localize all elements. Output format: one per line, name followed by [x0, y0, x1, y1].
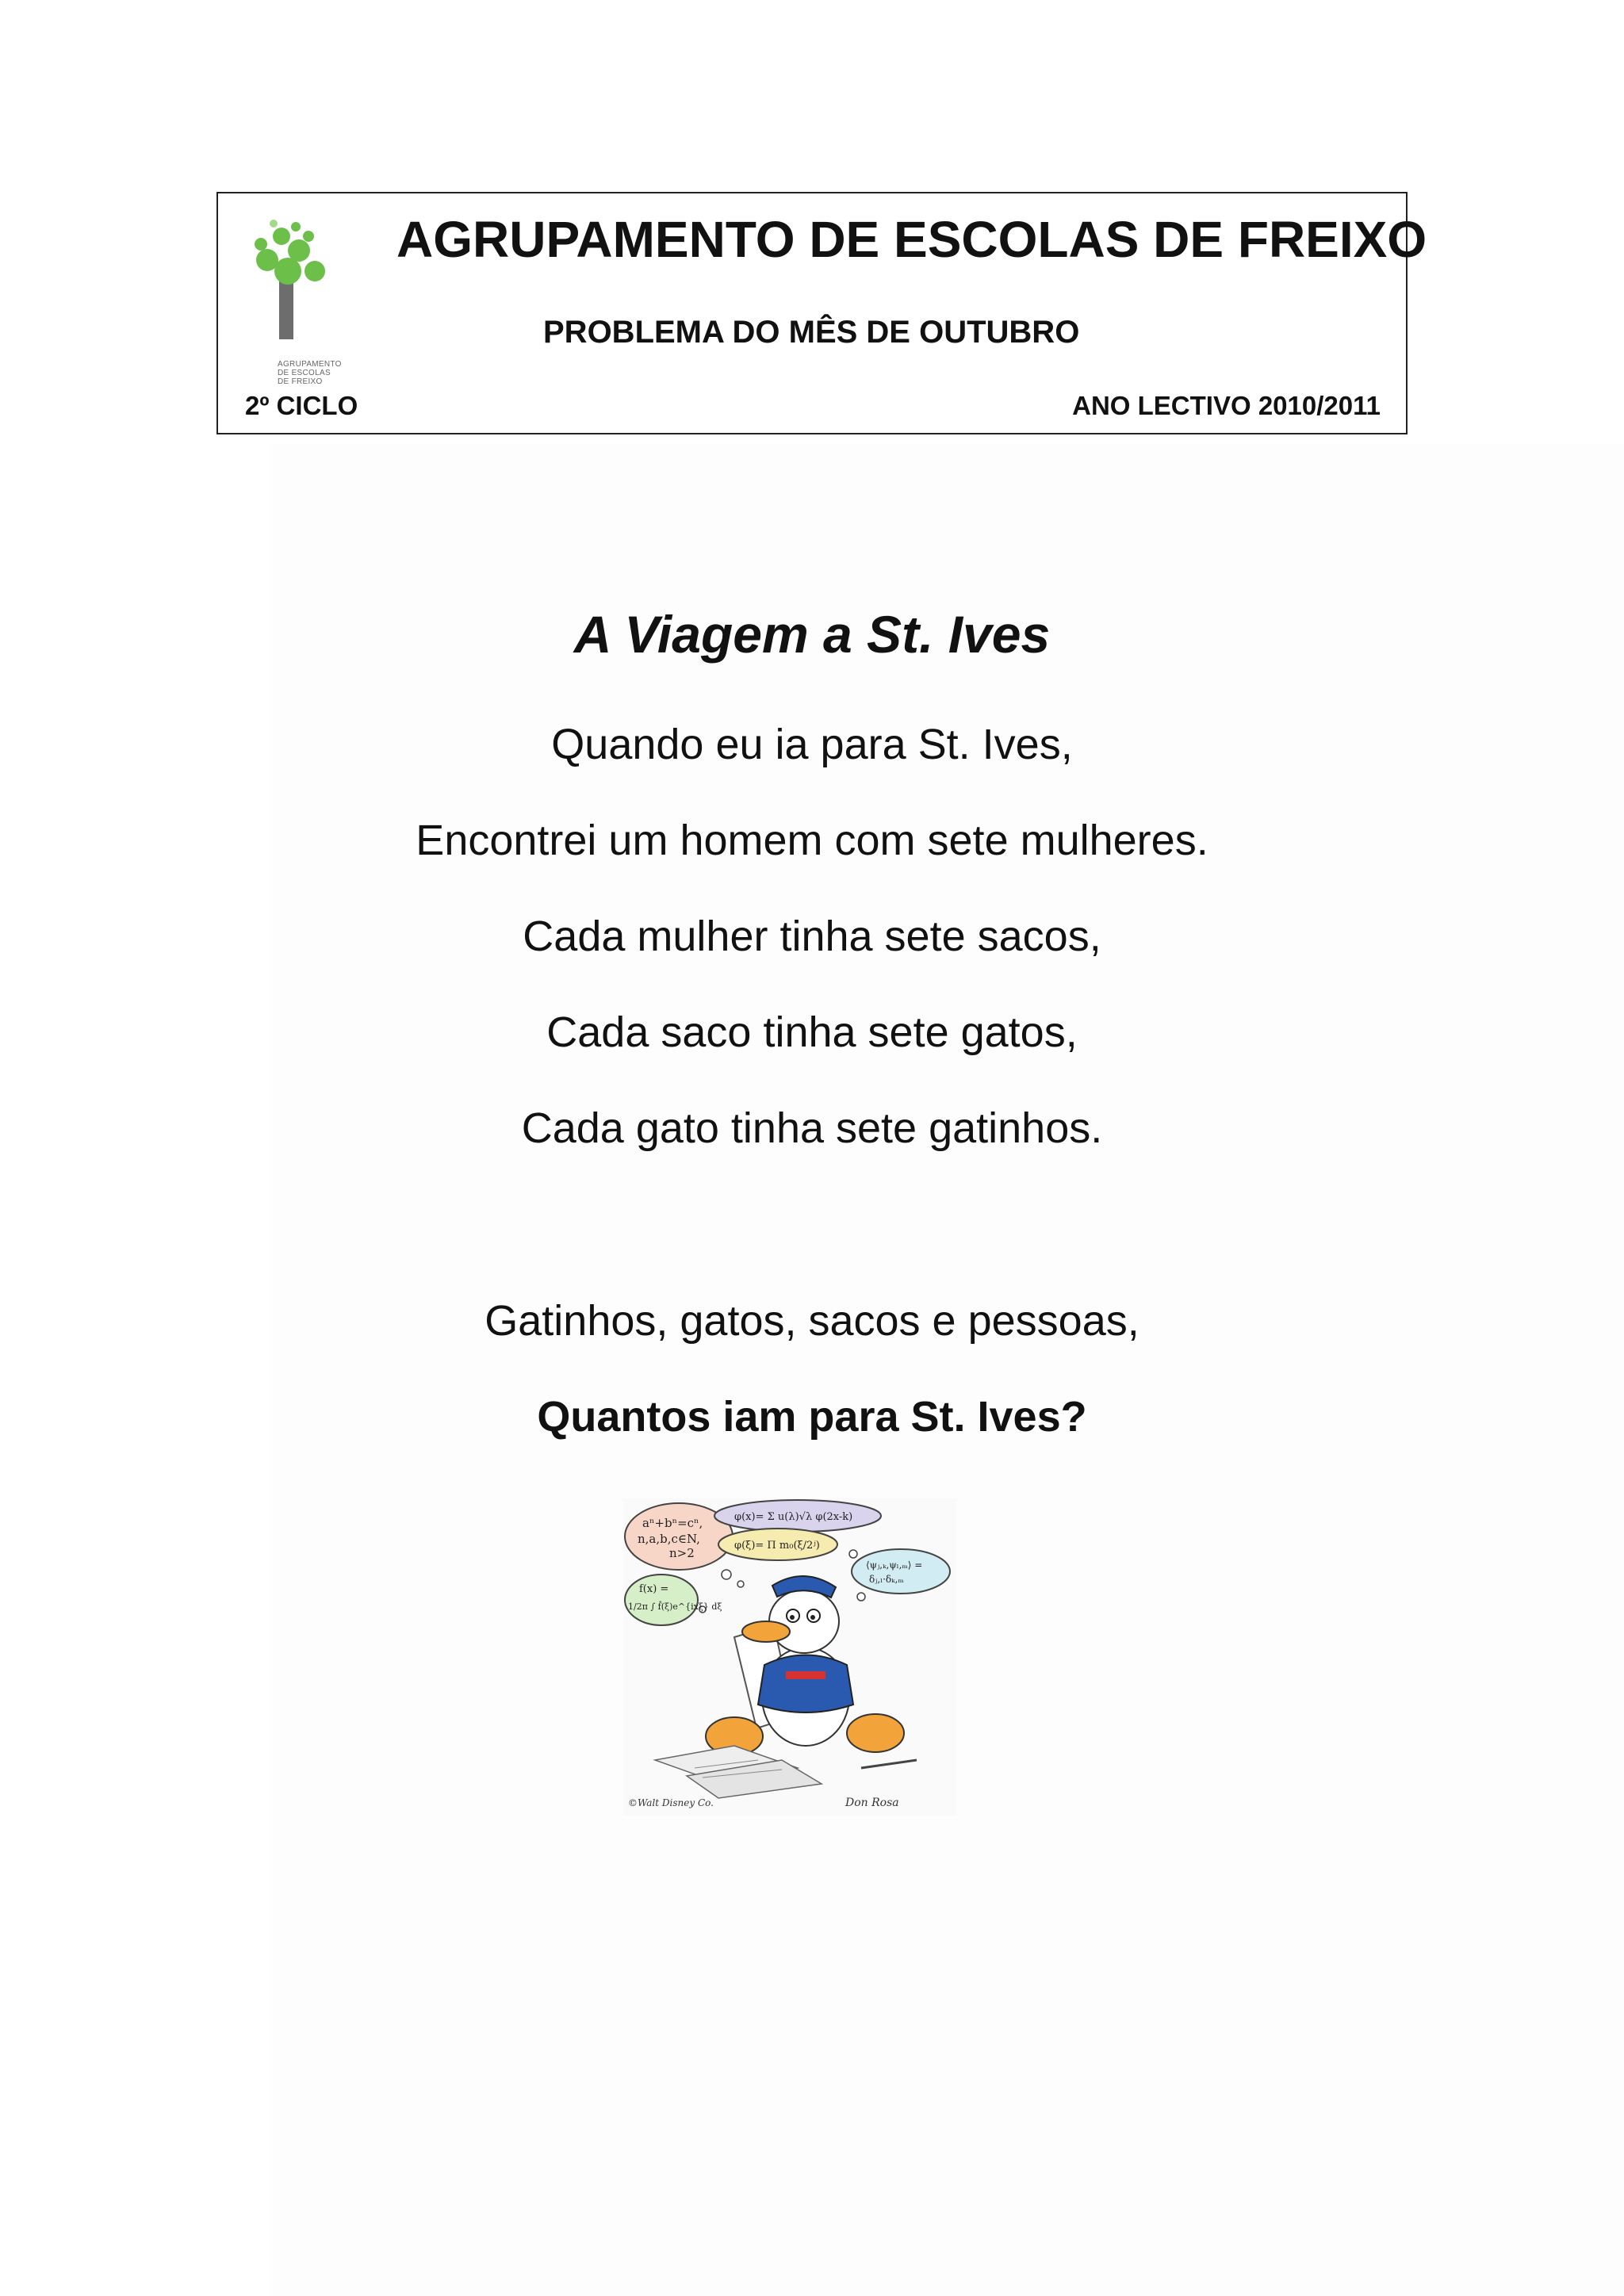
problem-title: PROBLEMA DO MÊS DE OUTUBRO	[543, 315, 1080, 350]
formula-text: n,a,b,c∈N,	[638, 1532, 700, 1546]
poem-title: A Viagem a St. Ives	[573, 605, 1051, 664]
poem-line: Encontrei um homem com sete mulheres.	[416, 817, 1208, 864]
poem-line: Cada mulher tinha sete sacos,	[523, 913, 1101, 960]
poem-line: Quando eu ia para St. Ives,	[551, 721, 1073, 768]
formula-text: φ(x)= Σ u(λ)√λ φ(2x-k)	[734, 1511, 853, 1523]
poem-line: Cada gato tinha sete gatinhos.	[521, 1104, 1103, 1152]
logo-caption-line: AGRUPAMENTO	[278, 360, 342, 369]
cartoon-illustration	[623, 1498, 956, 1816]
poem-line: Cada saco tinha sete gatos,	[546, 1008, 1078, 1056]
formula-text: f(x) =	[639, 1583, 669, 1595]
formula-text: φ(ξ)= Π m₀(ξ/2ʲ)	[734, 1540, 820, 1552]
formula-text: δⱼ,ₗ·δₖ,ₘ	[869, 1574, 904, 1585]
school-cycle: 2º CICLO	[245, 391, 358, 420]
school-year: ANO LECTIVO 2010/2011	[1072, 391, 1381, 420]
poem-question: Quantos iam para St. Ives?	[537, 1393, 1087, 1441]
school-logo	[242, 209, 361, 392]
tree-logo-icon	[242, 209, 361, 352]
school-name: AGRUPAMENTO DE ESCOLAS DE FREIXO	[396, 211, 1427, 268]
logo-caption-line: DE ESCOLAS	[278, 369, 331, 377]
poem-closing-line: Gatinhos, gatos, sacos e pessoas,	[485, 1297, 1139, 1345]
formula-text: aⁿ+bⁿ=cⁿ,	[642, 1516, 703, 1530]
logo-caption-line: DE FREIXO	[278, 377, 323, 386]
formula-text: ⟨ψⱼ,ₖ,ψₗ,ₘ⟩ =	[866, 1559, 923, 1571]
document-header	[216, 192, 1427, 434]
donald-duck-math-cartoon	[623, 1498, 956, 1816]
illustration-copyright: ©Walt Disney Co.	[628, 1797, 714, 1808]
formula-text: n>2	[669, 1546, 695, 1560]
formula-text: 1/2π ∫ f̂(ξ)e^{ixξ} dξ	[628, 1601, 722, 1612]
logo-caption	[278, 360, 389, 386]
illustration-signature: Don Rosa	[845, 1797, 899, 1809]
